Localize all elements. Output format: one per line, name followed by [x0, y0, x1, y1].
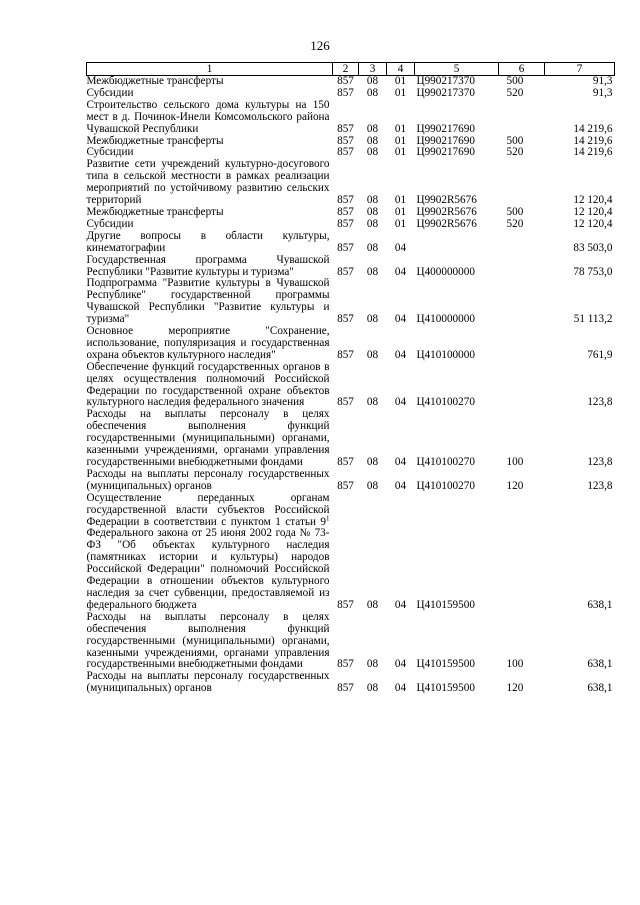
row-target-article: Ц9902R5676 [416, 205, 477, 218]
row-section-code: 08 [366, 348, 379, 361]
row-name: Подпрограмма "Развитие культуры в Чувашской Республике" государственной программы Чувашской Республики "Развитие культуры и туризма" [86, 277, 330, 326]
row-amount: 638,1 [587, 682, 613, 695]
row-target-article: Ц990217690 [416, 134, 475, 147]
row-expense-type: 500 [506, 134, 524, 147]
page-number: 126 [310, 38, 330, 53]
row-ministry-code: 857 [337, 205, 354, 218]
row-section-code: 08 [366, 456, 379, 468]
table-row [87, 671, 615, 695]
row-target-article: Ц990217370 [416, 86, 475, 99]
row-target-article: Ц990217690 [416, 146, 475, 159]
row-amount: 91,3 [592, 86, 613, 99]
row-ministry-code: 857 [337, 146, 354, 159]
row-section-code: 08 [366, 194, 379, 207]
row-target-article: Ц410100270 [416, 479, 475, 492]
row-amount: 91,3 [592, 75, 613, 87]
row-ministry-code: 857 [337, 479, 354, 492]
row-ministry-code: 857 [337, 86, 354, 99]
row-target-article [415, 231, 499, 255]
row-expense-type [499, 278, 545, 326]
row-section-code: 08 [366, 396, 379, 409]
row-section-code: 08 [366, 313, 379, 326]
row-target-article: Ц9902R5676 [416, 217, 477, 230]
table-row [87, 469, 615, 493]
table-row [87, 326, 615, 362]
row-section-code: 08 [366, 658, 379, 671]
row-amount: 12 120,4 [573, 205, 613, 218]
row-name: Межбюджетные трансферты [86, 75, 224, 87]
row-ministry-code: 857 [337, 598, 354, 611]
table-row [87, 362, 615, 410]
row-ministry-code: 857 [337, 194, 354, 207]
row-ministry-code: 857 [337, 241, 354, 254]
row-expense-type [499, 255, 545, 279]
row-target-article: Ц410159500 [416, 658, 475, 671]
header-col-3: 3 [359, 63, 387, 76]
row-name: Субсидии [86, 86, 134, 99]
footnote-superscript: 1 [326, 513, 330, 522]
row-amount: 12 120,4 [573, 217, 613, 230]
table-row [87, 100, 615, 136]
row-section-code: 08 [366, 217, 379, 230]
row-target-article: Ц410000000 [416, 313, 475, 326]
row-name-part: Федерального закона от 25 июня 2002 года № 73-ФЗ "Об объектах культурного наследия (памятниках истории и культуры) народов Российской Федерации" полномочий Российской Федерации в отношении объектов культурного наследия за счет субвенции, предоставляемой из федерального бюджета [86, 527, 330, 611]
row-section-code: 08 [366, 75, 379, 87]
row-amount: 638,1 [587, 658, 613, 671]
table-row [87, 255, 615, 279]
row-section-code: 08 [366, 241, 379, 254]
row-target-article: Ц410100000 [416, 348, 475, 361]
row-section-code: 08 [366, 134, 379, 147]
row-subsection-code: 04 [394, 479, 407, 492]
row-amount: 51 113,2 [573, 313, 613, 326]
row-amount: 761,9 [587, 348, 613, 361]
row-subsection-code: 04 [394, 348, 407, 361]
row-target-article: Ц410159500 [416, 598, 475, 611]
row-name-part: Осуществление переданных органам государственной власти субъектов Российской Федерации в соответствии с пунктом 1 статьи 9 [86, 491, 330, 528]
row-name: Межбюджетные трансферты [86, 134, 224, 147]
row-section-code: 08 [366, 122, 379, 135]
row-target-article: Ц410159500 [416, 682, 475, 695]
row-section-code: 08 [366, 205, 379, 218]
row-subsection-code: 01 [394, 86, 407, 99]
row-section-code: 08 [366, 479, 379, 492]
row-amount: 83 503,0 [573, 241, 613, 254]
row-ministry-code: 857 [337, 122, 354, 135]
row-expense-type: 520 [506, 146, 524, 159]
header-col-6: 6 [499, 63, 545, 76]
row-ministry-code: 857 [337, 658, 354, 671]
row-name: Основное мероприятие "Сохранение, использование, популяризация и государственная охрана объектов культурного наследия" [86, 325, 330, 361]
row-subsection-code: 04 [394, 456, 407, 468]
row-subsection-code: 01 [394, 75, 407, 87]
row-section-code: 08 [366, 146, 379, 159]
row-name: Расходы на выплаты персоналу государственных (муниципальных) органов [86, 670, 330, 695]
row-amount: 123,8 [587, 396, 613, 409]
row-expense-type [499, 493, 545, 612]
row-ministry-code: 857 [337, 682, 354, 695]
row-amount: 123,8 [587, 479, 613, 492]
table-header-row [87, 63, 615, 76]
row-ministry-code: 857 [337, 313, 354, 326]
row-expense-type [499, 362, 545, 410]
header-col-5: 5 [415, 63, 499, 76]
row-name: Государственная программа Чувашской Республики "Развитие культуры и туризма" [86, 253, 330, 278]
row-target-article: Ц9902R5676 [416, 194, 477, 207]
row-name: Расходы на выплаты персоналу в целях обеспечения выполнения функций государственными (муниципальными) органами, казенными учреждениями, органами управления государственными внебюджетными фондами [86, 610, 330, 671]
row-target-article: Ц990217370 [416, 75, 475, 87]
row-name: Обеспечение функций государственных органов в целях осуществления полномочий Российской Федерации по государственной охране объектов культурного наследия федерального значения [86, 360, 330, 409]
row-expense-type: 100 [506, 456, 524, 468]
row-subsection-code: 01 [394, 194, 407, 207]
table-row [87, 159, 615, 207]
row-ministry-code: 857 [337, 456, 354, 468]
row-expense-type: 500 [506, 205, 524, 218]
row-name: Межбюджетные трансферты [86, 205, 224, 218]
header-col-2: 2 [333, 63, 359, 76]
row-ministry-code: 857 [337, 348, 354, 361]
row-subsection-code: 01 [394, 146, 407, 159]
row-expense-type [499, 326, 545, 362]
row-expense-type: 520 [506, 217, 524, 230]
row-target-article: Ц410100270 [416, 456, 475, 468]
row-target-article: Ц410100270 [416, 396, 475, 409]
row-subsection-code: 01 [394, 122, 407, 135]
row-subsection-code: 01 [394, 217, 407, 230]
row-expense-type [499, 231, 545, 255]
row-ministry-code: 857 [337, 134, 354, 147]
table-row [87, 231, 615, 255]
row-subsection-code: 04 [394, 598, 407, 611]
row-section-code: 08 [366, 86, 379, 99]
row-expense-type: 520 [506, 86, 524, 99]
row-subsection-code: 01 [394, 205, 407, 218]
row-target-article: Ц400000000 [416, 265, 475, 278]
header-col-1: 1 [87, 63, 333, 76]
row-ministry-code: 857 [337, 265, 354, 278]
row-name [87, 493, 333, 612]
table-row [87, 493, 615, 612]
row-name: Развитие сети учреждений культурно-досугового типа в сельской местности в рамках реализации мероприятий по устойчивому развитию сельских территорий [86, 158, 330, 207]
row-expense-type: 500 [506, 75, 524, 87]
row-amount: 638,1 [587, 598, 613, 611]
row-section-code: 08 [366, 265, 379, 278]
row-expense-type: 120 [506, 479, 524, 492]
header-col-7: 7 [545, 63, 615, 76]
row-subsection-code: 04 [394, 658, 407, 671]
row-name: Субсидии [86, 217, 134, 230]
row-amount: 123,8 [587, 456, 613, 468]
row-expense-type [499, 159, 545, 207]
row-amount: 14 219,6 [573, 122, 613, 135]
header-col-4: 4 [387, 63, 415, 76]
row-name: Другие вопросы в области культуры, кинематографии [86, 229, 330, 254]
row-amount: 78 753,0 [573, 265, 613, 278]
row-expense-type [499, 100, 545, 136]
row-section-code: 08 [366, 682, 379, 695]
row-section-code: 08 [366, 598, 379, 611]
row-subsection-code: 04 [394, 241, 407, 254]
budget-table [86, 62, 615, 695]
row-amount: 12 120,4 [573, 194, 613, 207]
row-target-article: Ц990217690 [416, 122, 475, 135]
row-expense-type: 120 [506, 682, 524, 695]
row-name: Строительство сельского дома культуры на 150 мест в д. Починок-Инели Комсомольского района Чувашской Республики [86, 98, 330, 135]
row-name: Субсидии [86, 146, 134, 159]
row-subsection-code: 01 [394, 134, 407, 147]
row-ministry-code: 857 [337, 217, 354, 230]
table-row [87, 612, 615, 672]
row-subsection-code: 04 [394, 313, 407, 326]
row-ministry-code: 857 [337, 396, 354, 409]
row-amount: 14 219,6 [573, 146, 613, 159]
row-ministry-code: 857 [337, 75, 354, 87]
row-subsection-code: 04 [394, 265, 407, 278]
table-row [87, 219, 615, 231]
row-subsection-code: 04 [394, 682, 407, 695]
table-row [87, 278, 615, 326]
row-name: Расходы на выплаты персоналу государственных (муниципальных) органов [86, 467, 330, 492]
row-name: Расходы на выплаты персоналу в целях обеспечения выполнения функций государственными (муниципальными) органами, казенными учреждениями, органами управления государственными внебюджетными фондами [86, 408, 330, 468]
table-row [87, 409, 615, 469]
row-amount: 14 219,6 [573, 134, 613, 147]
row-expense-type: 100 [506, 658, 524, 671]
row-subsection-code: 04 [394, 396, 407, 409]
